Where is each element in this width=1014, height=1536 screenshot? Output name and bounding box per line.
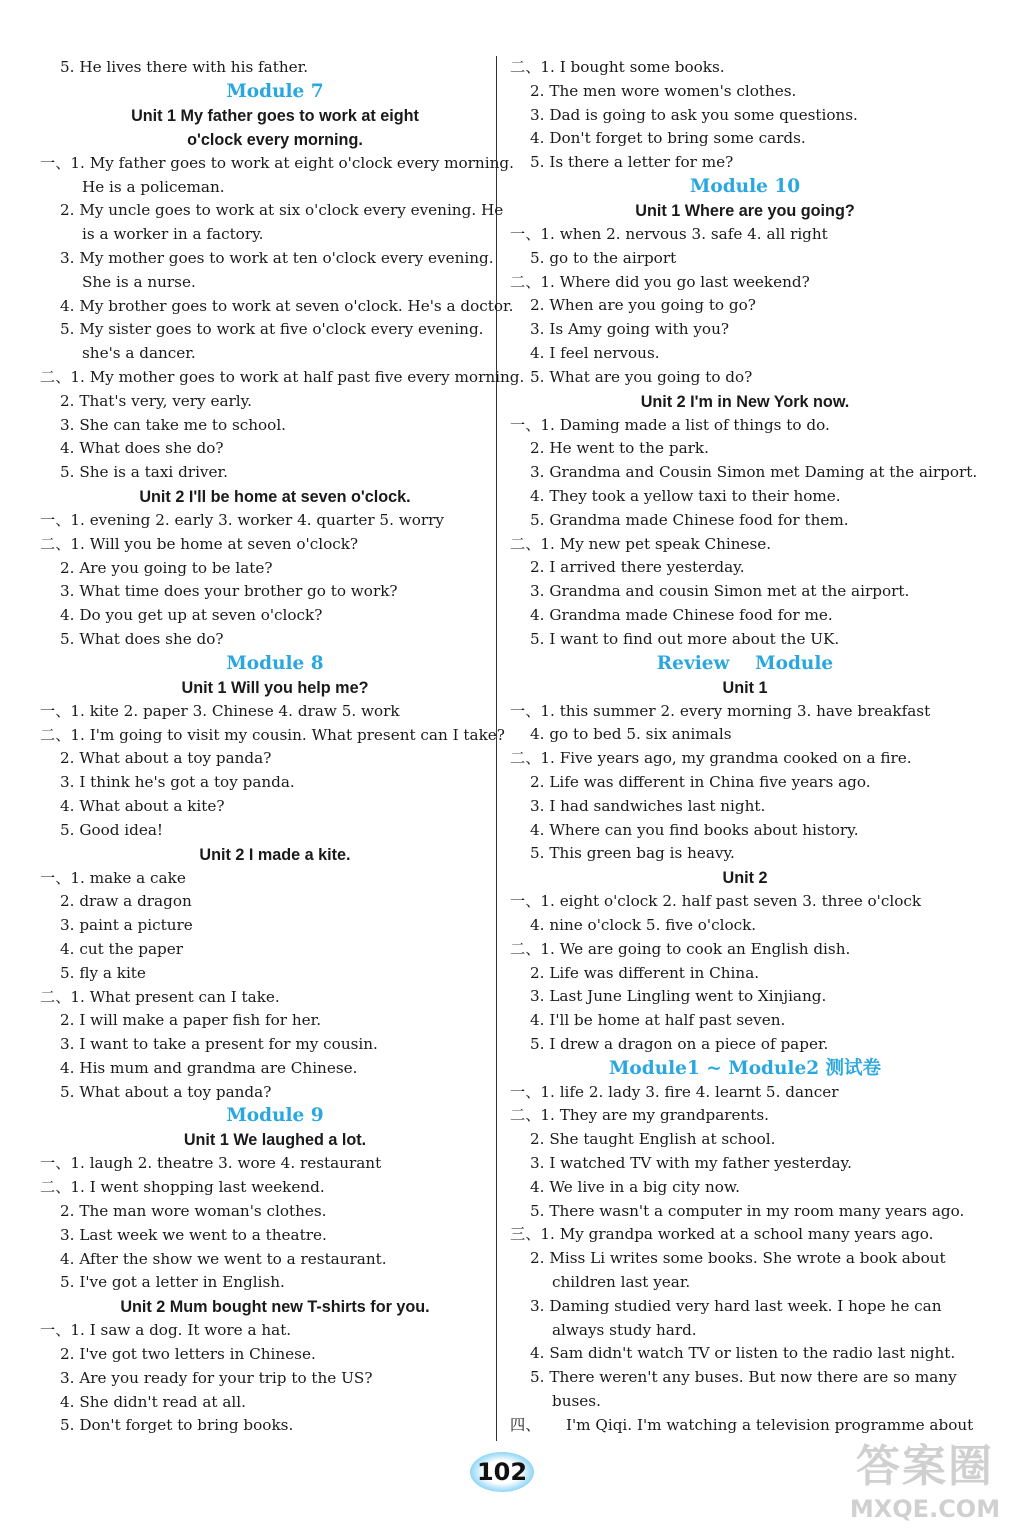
answer-line: 二、1. We are going to cook an English dish. xyxy=(510,939,851,958)
answer-line: 2. I arrived there yesterday. xyxy=(530,558,745,577)
answer-line: 5. I want to find out more about the UK. xyxy=(530,629,840,648)
answer-line: 2. That's very, very early. xyxy=(60,391,253,410)
section-marker-1: 一、 xyxy=(40,153,71,172)
answer-line: 二、1. My new pet speak Chinese. xyxy=(510,534,772,553)
answer-line: 5. fly a kite xyxy=(60,963,146,982)
answer-line: 2. The men wore women's clothes. xyxy=(530,81,797,100)
answer-line: 2. When are you going to go? xyxy=(530,296,756,315)
answer-line: 4. I'll be home at half past seven. xyxy=(530,1011,786,1030)
answer-line: 4. I feel nervous. xyxy=(530,343,660,362)
answer-line: 二、1. They are my grandparents. xyxy=(510,1106,770,1125)
answer-line: 4. Grandma made Chinese food for me. xyxy=(530,605,833,624)
answer-line: always study hard. xyxy=(552,1320,697,1339)
answer-line: 一、1. make a cake xyxy=(40,868,186,887)
answer-line: 一、1. Daming made a list of things to do. xyxy=(510,415,830,434)
answer-line: 5. There weren't any buses. But now there are so many xyxy=(530,1368,957,1387)
answer-line: 2. Life was different in China five years ago. xyxy=(530,772,871,791)
answer-line: 2. Life was different in China. xyxy=(530,963,760,982)
page-number: 102 xyxy=(470,1452,534,1492)
answer-line: She is a nurse. xyxy=(82,272,196,291)
answer-line: 2. Are you going to be late? xyxy=(60,558,273,577)
unit-heading: Unit 1 My father goes to work at eight xyxy=(131,106,419,125)
answer-line: 一、1. eight o'clock 2. half past seven 3. three o'clock xyxy=(510,892,922,911)
answer-line: 4. cut the paper xyxy=(60,939,183,958)
answer-line: 5. Grandma made Chinese food for them. xyxy=(530,510,849,529)
answer-line: 一、1. kite 2. paper 3. Chinese 4. draw 5. work xyxy=(40,701,400,720)
module-10-heading: Module 10 xyxy=(689,175,801,197)
answer-line: 4. What about a kite? xyxy=(60,796,225,815)
section-marker-2: 二、 xyxy=(40,1178,71,1197)
answer-line: 3. paint a picture xyxy=(60,916,193,935)
watermark-chars: 答案圈 xyxy=(856,1441,994,1492)
answer-line: 4. They took a yellow taxi to their home. xyxy=(530,486,841,505)
answer-line: 一、1. evening 2. early 3. worker 4. quarter 5. worry xyxy=(40,510,444,529)
section-marker-1: 一、 xyxy=(40,1154,71,1173)
unit-heading: Unit 1 xyxy=(722,678,768,697)
section-marker-4: 四、 xyxy=(510,1415,541,1434)
section-marker-1: 一、 xyxy=(40,868,71,887)
answer-line: is a worker in a factory. xyxy=(82,225,264,244)
answer-line: 一、1. My father goes to work at eight o'clock every morning. xyxy=(40,153,514,172)
answer-line: 4. Don't forget to bring some cards. xyxy=(530,129,806,148)
answer-line: 2. He went to the park. xyxy=(530,439,709,458)
answer-line: 3. I want to take a present for my cousin. xyxy=(60,1035,378,1054)
answer-line: 3. My mother goes to work at ten o'clock every evening. xyxy=(60,248,494,267)
section-marker-2: 二、 xyxy=(510,749,541,768)
answer-line: 一、1. life 2. lady 3. fire 4. learnt 5. dancer xyxy=(510,1082,839,1101)
answer-line: 5. What does she do? xyxy=(60,629,224,648)
answer-line: 5. This green bag is heavy. xyxy=(530,844,735,863)
answer-line: 5. go to the airport xyxy=(530,248,677,267)
review-module-heading: Review Module xyxy=(656,652,834,674)
section-marker-1: 一、 xyxy=(510,892,541,911)
section-marker-2: 二、 xyxy=(510,58,541,76)
answer-line: 一、1. laugh 2. theatre 3. wore 4. restaurant xyxy=(40,1154,382,1173)
answer-line: 3. Last June Lingling went to Xinjiang. xyxy=(530,987,827,1006)
answer-line: 二、1. I went shopping last weekend. xyxy=(40,1178,325,1197)
unit-heading: Unit 2 I'll be home at seven o'clock. xyxy=(139,487,411,506)
unit-heading: Unit 2 Mum bought new T-shirts for you. xyxy=(120,1298,430,1317)
answer-line: 5. What are you going to do? xyxy=(530,367,753,386)
answer-line: 4. go to bed 5. six animals xyxy=(530,725,732,744)
section-marker-1: 一、 xyxy=(510,701,541,720)
answer-line: 3. I think he's got a toy panda. xyxy=(60,773,295,792)
section-marker-1: 一、 xyxy=(40,701,71,720)
answer-line: 5. Don't forget to bring books. xyxy=(60,1416,294,1435)
answer-line: 2. I've got two letters in Chinese. xyxy=(60,1345,316,1364)
answer-line: 5. Good idea! xyxy=(60,820,164,839)
section-marker-2: 二、 xyxy=(510,534,541,553)
answer-line: 5. Is there a letter for me? xyxy=(530,153,734,172)
test-heading: Module1 ~ Module2 测试卷 xyxy=(608,1057,882,1079)
answer-line: 3. She can take me to school. xyxy=(60,415,287,434)
answer-line: 3. Grandma and Cousin Simon met Daming at the airport. xyxy=(530,463,978,482)
answer-line: 5. What about a toy panda? xyxy=(60,1082,272,1101)
section-marker-1: 一、 xyxy=(510,224,541,243)
answer-line: 2. draw a dragon xyxy=(60,892,192,911)
answer-line: 3. What time does your brother go to work? xyxy=(60,582,398,601)
answer-line: 4. Where can you find books about history. xyxy=(530,820,859,839)
watermark-site: MXQE.COM xyxy=(849,1495,1001,1523)
answer-line: 2. The man wore woman's clothes. xyxy=(60,1202,327,1221)
answer-line: 4. nine o'clock 5. five o'clock. xyxy=(530,915,757,934)
unit-heading: Unit 2 I'm in New York now. xyxy=(640,392,850,411)
module-7-heading: Module 7 xyxy=(226,80,324,102)
section-marker-1: 一、 xyxy=(40,1321,71,1340)
section-marker-2: 二、 xyxy=(510,272,541,291)
answer-line: 2. What about a toy panda? xyxy=(60,749,272,768)
answer-line: 2. Miss Li writes some books. She wrote a book about xyxy=(530,1249,946,1268)
answer-line: 二、1. I'm going to visit my cousin. What present can I take? xyxy=(40,725,505,744)
unit-heading: Unit 2 I made a kite. xyxy=(199,845,351,864)
unit-heading: Unit 2 xyxy=(722,869,768,888)
answer-line: 5. There wasn't a computer in my room many years ago. xyxy=(530,1201,965,1220)
answer-line: 一、1. when 2. nervous 3. safe 4. all right xyxy=(510,224,828,243)
section-marker-2: 二、 xyxy=(40,725,71,744)
answer-line: 4. My brother goes to work at seven o'clock. He's a doctor. xyxy=(60,296,514,315)
answer-line: 3. Daming studied very hard last week. I hope he can xyxy=(530,1296,942,1315)
right-column xyxy=(510,56,980,1438)
answer-line: 3. Dad is going to ask you some questions. xyxy=(530,105,858,124)
answer-line: 3. I watched TV with my father yesterday. xyxy=(530,1154,852,1173)
section-marker-2: 二、 xyxy=(510,1106,541,1125)
answer-line: 二、1. My mother goes to work at half past five every morning. xyxy=(40,367,525,386)
section-marker-2: 二、 xyxy=(510,939,541,958)
module-9-heading: Module 9 xyxy=(226,1105,324,1127)
answer-line: children last year. xyxy=(552,1273,691,1292)
answer-line: 2. I will make a paper fish for her. xyxy=(60,1011,322,1030)
section-marker-3: 三、 xyxy=(510,1225,541,1244)
answer-line: 3. I had sandwiches last night. xyxy=(530,796,766,815)
answer-line: 5. She is a taxi driver. xyxy=(60,463,228,482)
answer-line: 4. What does she do? xyxy=(60,439,224,458)
answer-line: she's a dancer. xyxy=(82,344,196,363)
answer-line: 5. I drew a dragon on a piece of paper. xyxy=(530,1034,829,1053)
answer-line: 一、1. this summer 2. every morning 3. have breakfast xyxy=(510,701,931,720)
answer-line: 4. We live in a big city now. xyxy=(530,1177,740,1196)
answer-line: 3. Last week we went to a theatre. xyxy=(60,1225,327,1244)
section-marker-2: 二、 xyxy=(40,987,71,1006)
section-marker-2: 二、 xyxy=(40,534,71,553)
answer-line: 三、1. My grandpa worked at a school many years ago. xyxy=(510,1225,934,1244)
section-marker-1: 一、 xyxy=(510,415,541,434)
answer-line: He is a policeman. xyxy=(82,177,225,196)
watermark-logo xyxy=(840,1440,1010,1532)
answer-line: 二、1. Five years ago, my grandma cooked on a fire. xyxy=(510,749,912,768)
answer-line: 四、 I'm Qiqi. I'm watching a television programme about xyxy=(510,1414,980,1438)
module-8-heading: Module 8 xyxy=(226,652,324,674)
answer-line: 二、1. I bought some books. xyxy=(510,58,725,76)
answer-line: 3. Are you ready for your trip to the US? xyxy=(60,1368,373,1387)
unit-heading: Unit 1 Will you help me? xyxy=(181,678,369,697)
answer-line: 2. She taught English at school. xyxy=(530,1130,776,1149)
left-column xyxy=(40,56,525,1438)
answer-line: 3. Grandma and cousin Simon met at the airport. xyxy=(530,582,910,601)
answer-line: 一、1. I saw a dog. It wore a hat. xyxy=(40,1321,292,1340)
answer-line: 5. He lives there with his father. xyxy=(60,58,309,76)
answer-line: 4. She didn't read at all. xyxy=(60,1392,246,1411)
answer-line: 2. My uncle goes to work at six o'clock every evening. He xyxy=(60,201,504,220)
answer-line: 4. His mum and grandma are Chinese. xyxy=(60,1058,358,1077)
answer-line: 4. Do you get up at seven o'clock? xyxy=(60,606,323,625)
unit-heading-cont: o'clock every morning. xyxy=(187,130,363,149)
section-marker-1: 一、 xyxy=(510,1082,541,1101)
answer-line: 4. Sam didn't watch TV or listen to the radio last night. xyxy=(530,1344,956,1363)
answer-line: 5. I've got a letter in English. xyxy=(60,1273,285,1292)
answer-line: buses. xyxy=(552,1392,601,1411)
answer-line: 3. Is Amy going with you? xyxy=(530,320,729,339)
unit-heading: Unit 1 Where are you going? xyxy=(635,201,855,220)
answer-line: 二、1. Where did you go last weekend? xyxy=(510,272,810,291)
answer-line: 二、1. Will you be home at seven o'clock? xyxy=(40,534,359,553)
answer-line: 5. My sister goes to work at five o'clock every evening. xyxy=(60,320,484,339)
unit-heading: Unit 1 We laughed a lot. xyxy=(183,1131,367,1150)
answer-line: 4. After the show we went to a restaurant. xyxy=(60,1249,387,1268)
section-marker-2: 二、 xyxy=(40,367,71,386)
answer-line: 二、1. What present can I take. xyxy=(40,987,280,1006)
section-marker-1: 一、 xyxy=(40,510,71,529)
